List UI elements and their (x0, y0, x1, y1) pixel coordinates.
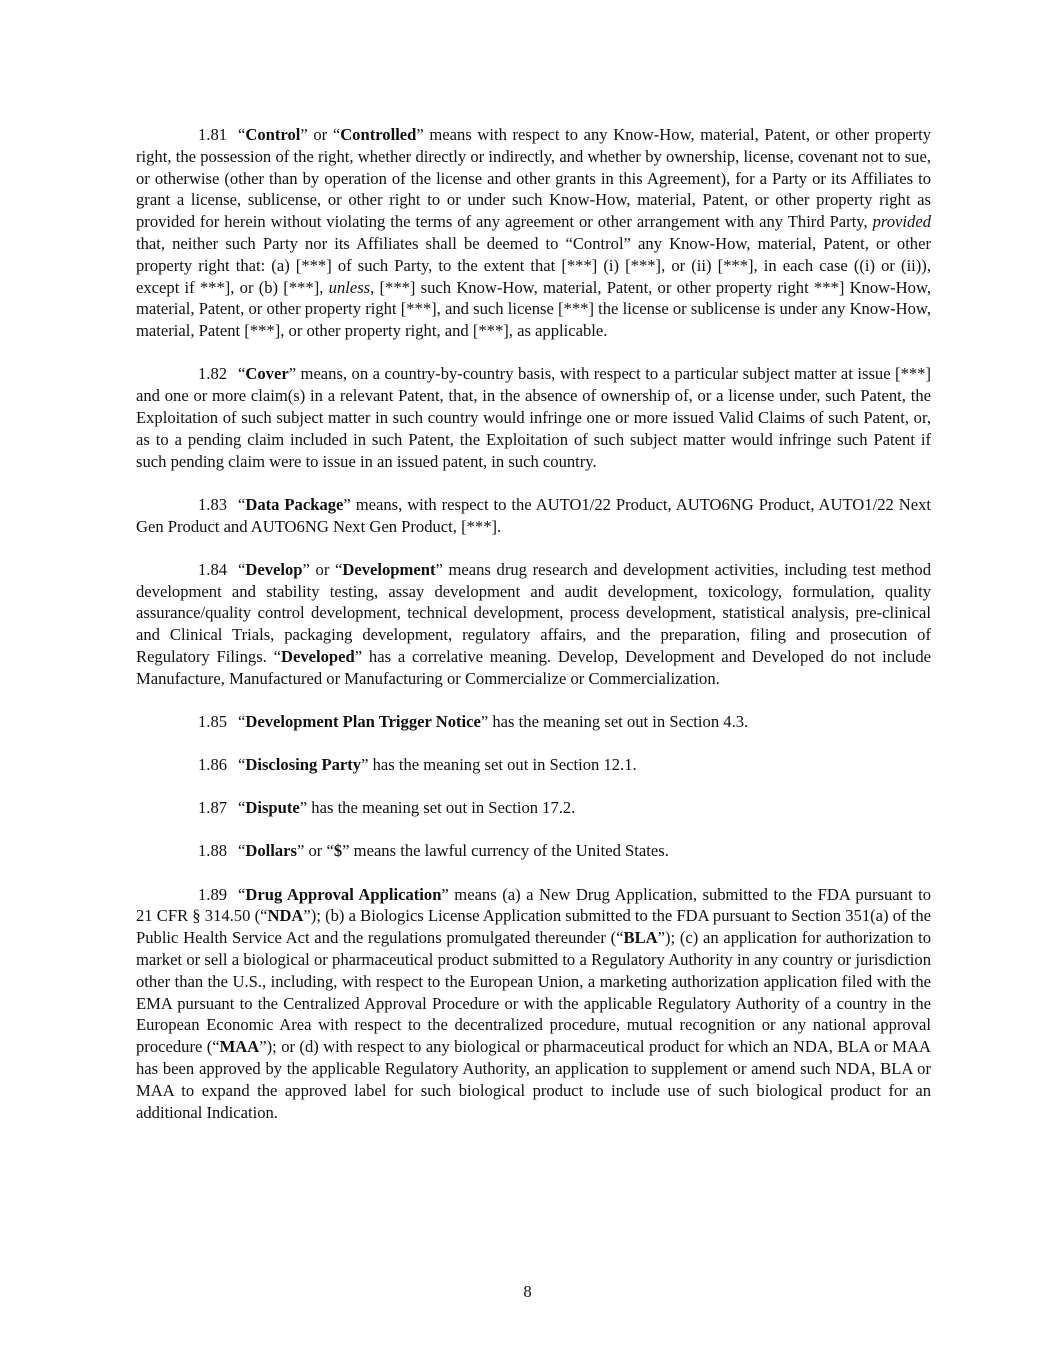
text: ” has the meaning set out in Section 4.3. (480, 711, 749, 731)
document-body (136, 124, 931, 1145)
text: “ (238, 125, 246, 144)
section-number: 1.86 (198, 755, 228, 775)
text: “ (238, 841, 246, 861)
definition-1-88 (136, 840, 931, 862)
defined-term: $ (333, 841, 343, 861)
section-number: 1.82 (198, 364, 228, 384)
section-number: 1.88 (198, 841, 228, 861)
text: ” or “ (297, 841, 334, 861)
definition-1-84 (136, 559, 931, 690)
defined-term: Dollars (245, 841, 297, 861)
text: “ (238, 494, 246, 514)
text: “ (238, 711, 246, 731)
text: ” means with respect to any Know-How, material, Patent, or other property right, the possession of the right, whether directly or indirectly, and whether by ownership, license, covenant not to sue, or otherwise (other than by operation of the license and other grants in this Agreement), for a Party or its Affiliates to grant a license, sublicense, or other right to or under such Know-How, material, Patent, or other property right as provided for herein without violating the terms of any agreement or other arrangement with any Third Party, (136, 125, 931, 232)
text: ” has a correlative meaning. Develop, Development and Developed do not include Manufacture, Manufactured or Manufacturing or Commercialize or Commercialization. (136, 646, 932, 688)
definition-1-89 (136, 884, 931, 1124)
defined-term: Development Plan Trigger Notice (245, 711, 481, 731)
section-number: 1.84 (198, 559, 228, 579)
section-number: 1.87 (198, 798, 228, 818)
text: , [***] such Know-How, material, Patent, or other property right ***] Know-How, material, Patent, or other property right [***], and such license [***] the license or sublicense is under any Know-How, material, Patent [***], or other property right, and [***], as applicable. (136, 277, 931, 341)
text: “ (238, 798, 246, 818)
text: ” means drug research and development activities, including test method development and stability testing, assay development and audit development, toxicology, formulation, quality assurance/quality control development, technical development, process development, statistical analysis, pre-clinical and Clinical Trials, packaging development, regulatory affairs, and the preparation, filing and prosecution of Regulatory Filings. “ (136, 559, 931, 666)
section-number: 1.81 (198, 125, 228, 144)
text: “ (238, 884, 246, 904)
emphasis: unless (328, 277, 371, 297)
text: “ (238, 755, 246, 775)
defined-term: Drug Approval Application (245, 884, 442, 904)
section-number: 1.85 (198, 711, 228, 731)
text: ” has the meaning set out in Section 12.1. (361, 755, 637, 775)
defined-term: Develop (245, 559, 303, 579)
text: ” means, with respect to the AUTO1/22 Product, AUTO6NG Product, AUTO1/22 Next Gen Product and AUTO6NG Next Gen Product, [***]. (136, 494, 931, 536)
defined-term: Developed (281, 646, 355, 666)
defined-term: Controlled (340, 125, 417, 144)
defined-term: MAA (219, 1037, 260, 1057)
text: that, neither such Party nor its Affiliates shall be deemed to “Control” any Know-How, material, Patent, or other property right that: (a) [***] of such Party, to the extent that [***] (i) [***], or (ii) [***], in each case ((i) or (ii)), except if ***], or (b) [***], (136, 233, 931, 297)
definition-1-86 (136, 754, 931, 776)
text: ” means the lawful currency of the United States. (342, 841, 669, 861)
definition-1-82 (136, 363, 931, 472)
text: ” means, on a country-by-country basis, with respect to a particular subject matter at issue [***] and one or more claim(s) in a relevant Patent, that, in the absence of ownership of, or a license under, such Patent, the Exploitation of such subject matter in such country would infringe one or more issued Valid Claims of such Patent, or, as to a pending claim included in such Patent, the Exploitation of such subject matter would infringe such Patent if such pending claim were to issue in an issued patent, in such country. (136, 364, 931, 471)
text: ” means (a) a New Drug Application, submitted to the FDA pursuant to 21 CFR § 314.50 (“ (136, 884, 931, 926)
defined-term: NDA (267, 906, 304, 926)
defined-term: Cover (245, 364, 289, 384)
definition-1-83 (136, 494, 931, 538)
section-number: 1.83 (198, 494, 228, 514)
defined-term: Control (245, 125, 301, 144)
page-number: 8 (523, 1282, 532, 1301)
defined-term: Data Package (245, 494, 344, 514)
text: ”); (c) an application for authorization to market or sell a biological or pharmaceutical product submitted to a Regulatory Authority in any country or jurisdiction other than the U.S., including, with respect to the European Union, a marketing authorization application filed with the EMA pursuant to the Centralized Approval Procedure or with the applicable Regulatory Authority of a country in the European Economic Area with respect to the decentralized procedure, mutual recognition or any national approval procedure (“ (136, 928, 931, 1057)
definition-1-81 (136, 124, 931, 342)
definition-1-85 (136, 711, 931, 733)
emphasis: provided (872, 212, 931, 232)
defined-term: Disclosing Party (245, 755, 362, 775)
text: ”); or (d) with respect to any biological or pharmaceutical product for which an NDA, BLA or MAA has been approved by the applicable Regulatory Authority, an application to supplement or amend such NDA, BLA or MAA to expand the approved label for such biological product to include use of such biological product for an additional Indication. (136, 1037, 931, 1122)
text: “ (238, 559, 246, 579)
defined-term: Development (342, 559, 436, 579)
text: ” or “ (302, 559, 343, 579)
text: ”); (b) a Biologics License Application submitted to the FDA pursuant to Section 351(a) of the Public Health Service Act and the regulations promulgated thereunder (“ (136, 906, 931, 948)
text: “ (238, 364, 246, 384)
text: ” has the meaning set out in Section 17.2. (299, 798, 576, 818)
text: ” or “ (300, 125, 341, 144)
defined-term: Dispute (245, 798, 300, 818)
defined-term: BLA (623, 928, 658, 948)
section-number: 1.89 (198, 884, 228, 904)
definition-1-87 (136, 797, 931, 819)
